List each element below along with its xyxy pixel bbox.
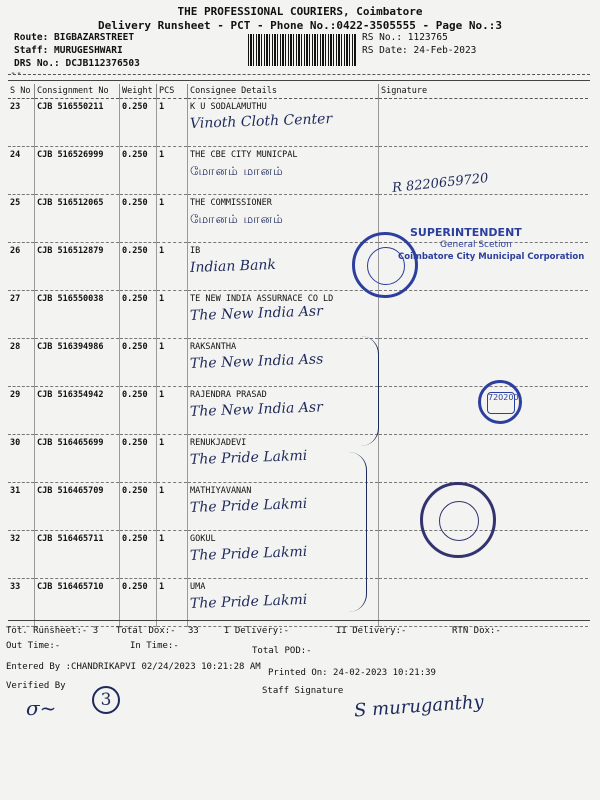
consignment-number: CJB 516465711: [35, 531, 120, 579]
consignee-name: THE COMMISSIONER: [190, 198, 272, 208]
handwritten-signature: The New India Asr: [189, 399, 324, 420]
staff-signature-label: Staff Signature: [262, 686, 344, 696]
consignee-details: [188, 387, 379, 435]
round-seal: [352, 232, 418, 298]
col-pcs: PCS: [157, 84, 188, 99]
handwritten-signature: Indian Bank: [189, 257, 277, 276]
weight: 0.250: [120, 435, 157, 483]
serial-number: 28: [8, 339, 35, 387]
serial-number: 27: [8, 291, 35, 339]
corporation-stamp: Coimbatore City Municipal Corporation: [398, 252, 585, 262]
staff: Staff: MURUGESHWARI: [14, 45, 123, 56]
divider: [8, 74, 590, 75]
handwritten-signature: The New India Asr: [189, 303, 324, 324]
handwritten-signature: The Pride Lakmi: [189, 543, 308, 564]
pieces: 1: [157, 387, 188, 435]
section-stamp: General Scetion: [440, 240, 512, 250]
weight: 0.250: [120, 531, 157, 579]
signature-brace: [352, 336, 379, 446]
consignee-name: K U SODALAMUTHU: [190, 102, 267, 112]
consignee-name: GOKUL: [190, 534, 216, 544]
pieces: 1: [157, 579, 188, 627]
table-row: [8, 435, 588, 483]
pieces: 1: [157, 339, 188, 387]
handwritten-signature: The Pride Lakmi: [189, 495, 308, 516]
runsheet-title: Delivery Runsheet - PCT - Phone No.:0422-3505555 - Page No.:3: [98, 19, 502, 32]
superintendent-stamp: SUPERINTENDENT: [410, 226, 522, 239]
serial-number: 23: [8, 99, 35, 147]
weight: 0.250: [120, 291, 157, 339]
first-delivery: I Delivery:-: [224, 626, 290, 636]
divider: [8, 620, 590, 621]
consignee-name: IB: [190, 246, 201, 256]
col-consignment: Consignment No: [35, 84, 120, 99]
consignee-details: [188, 291, 379, 339]
consignment-number: CJB 516550038: [35, 291, 120, 339]
pieces: 1: [157, 435, 188, 483]
table-row: [8, 291, 588, 339]
staff-signature: S muruganthy: [353, 691, 485, 722]
second-delivery: II Delivery:-: [336, 626, 407, 636]
consignee-name: UMA: [190, 582, 206, 592]
pieces: 1: [157, 99, 188, 147]
consignee-name: RAKSANTHA: [190, 342, 237, 352]
pieces: 1: [157, 195, 188, 243]
weight: 0.250: [120, 339, 157, 387]
total-pod: Total POD:-: [252, 646, 312, 656]
table-row: [8, 483, 588, 531]
verified-mark: 3: [92, 686, 120, 714]
weight: 0.250: [120, 195, 157, 243]
table-row: [8, 99, 588, 147]
consignment-number: CJB 516465710: [35, 579, 120, 627]
dummy-mark: --: [10, 68, 23, 79]
handwritten-signature: மோனம் மானம்: [190, 212, 284, 226]
consignment-table: [8, 84, 588, 627]
pieces: 1: [157, 291, 188, 339]
company-name: THE PROFESSIONAL COURIERS, Coimbatore: [177, 5, 423, 18]
col-weight: Weight: [120, 84, 157, 99]
printed-on: Printed On: 24-02-2023 10:21:39: [268, 668, 436, 678]
signature-cell: [379, 435, 589, 483]
consignment-number: CJB 516465699: [35, 435, 120, 483]
pieces: 1: [157, 531, 188, 579]
entered-by: Entered By :CHANDRIKAPVI 02/24/2023 10:21:28 AM: [6, 662, 261, 672]
handwritten-signature: The New India Ass: [189, 351, 324, 372]
return-dox: RTN Dox:-: [452, 626, 501, 636]
weight: 0.250: [120, 243, 157, 291]
drs-number: DRS No.: DCJB112376503: [14, 58, 140, 69]
handwritten-signature: The Pride Lakmi: [189, 591, 308, 612]
barcode: [248, 34, 356, 66]
handwritten-signature: Vinoth Cloth Center: [189, 111, 333, 132]
consignee-details: [188, 339, 379, 387]
table-header: [8, 84, 588, 99]
signature-cell: [379, 339, 589, 387]
weight: 0.250: [120, 147, 157, 195]
pieces: 1: [157, 243, 188, 291]
consignment-number: CJB 516354942: [35, 387, 120, 435]
serial-number: 32: [8, 531, 35, 579]
serial-number: 30: [8, 435, 35, 483]
consignment-number: CJB 516550211: [35, 99, 120, 147]
consignee-details: [188, 99, 379, 147]
route: Route: BIGBAZARSTREET: [14, 32, 135, 43]
handwritten-phone: R 8220659720: [391, 170, 490, 197]
pieces: 1: [157, 483, 188, 531]
serial-number: 26: [8, 243, 35, 291]
consignee-name: THE CBE CITY MUNICPAL: [190, 150, 298, 160]
pieces: 1: [157, 147, 188, 195]
serial-number: 31: [8, 483, 35, 531]
serial-number: 33: [8, 579, 35, 627]
seal-date: 720200: [487, 392, 515, 414]
col-consignee: Consignee Details: [188, 84, 379, 99]
total-runsheet: Tot. Runsheet:- 3: [6, 626, 99, 636]
consignment-number: CJB 516465709: [35, 483, 120, 531]
consignment-number: CJB 516394986: [35, 339, 120, 387]
consignment-number: CJB 516526999: [35, 147, 120, 195]
serial-number: 29: [8, 387, 35, 435]
signature-cell: [379, 291, 589, 339]
out-time: Out Time:-: [6, 641, 61, 651]
rs-date: RS Date: 24-Feb-2023: [362, 45, 477, 56]
consignee-name: TE NEW INDIA ASSURNACE CO LD: [190, 294, 334, 304]
weight: 0.250: [120, 483, 157, 531]
consignment-number: CJB 516512065: [35, 195, 120, 243]
weight: 0.250: [120, 579, 157, 627]
consignment-number: CJB 516512879: [35, 243, 120, 291]
table-row: [8, 147, 588, 195]
weight: 0.250: [120, 387, 157, 435]
total-dox-label: Total Dox:-: [116, 626, 176, 636]
consignee-name: MATHIYAVANAN: [190, 486, 252, 496]
rs-number: RS No.: 1123765: [362, 32, 448, 43]
consignee-name: RAJENDRA PRASAD: [190, 390, 267, 400]
col-signature: Signature: [379, 84, 589, 99]
total-dox-value: 33: [188, 626, 199, 636]
col-sno: S No: [8, 84, 35, 99]
in-time: In Time:-: [130, 641, 179, 651]
signature-cell: [379, 99, 589, 147]
verified-by-label: Verified By: [6, 681, 66, 691]
consignee-details: [188, 195, 379, 243]
verifier-signature: σ~: [26, 696, 57, 720]
date-seal: [478, 380, 522, 424]
divider: [8, 80, 590, 81]
handwritten-signature: மோனம் மானம்: [190, 164, 284, 178]
handwritten-signature: The Pride Lakmi: [189, 447, 308, 468]
serial-number: 24: [8, 147, 35, 195]
serial-number: 25: [8, 195, 35, 243]
signature-brace: [340, 452, 367, 612]
consignee-details: [188, 147, 379, 195]
consignee-name: RENUKJADEVI: [190, 438, 247, 448]
company-seal: [420, 482, 496, 558]
consignee-details: [188, 243, 379, 291]
table-row: [8, 531, 588, 579]
weight: 0.250: [120, 99, 157, 147]
